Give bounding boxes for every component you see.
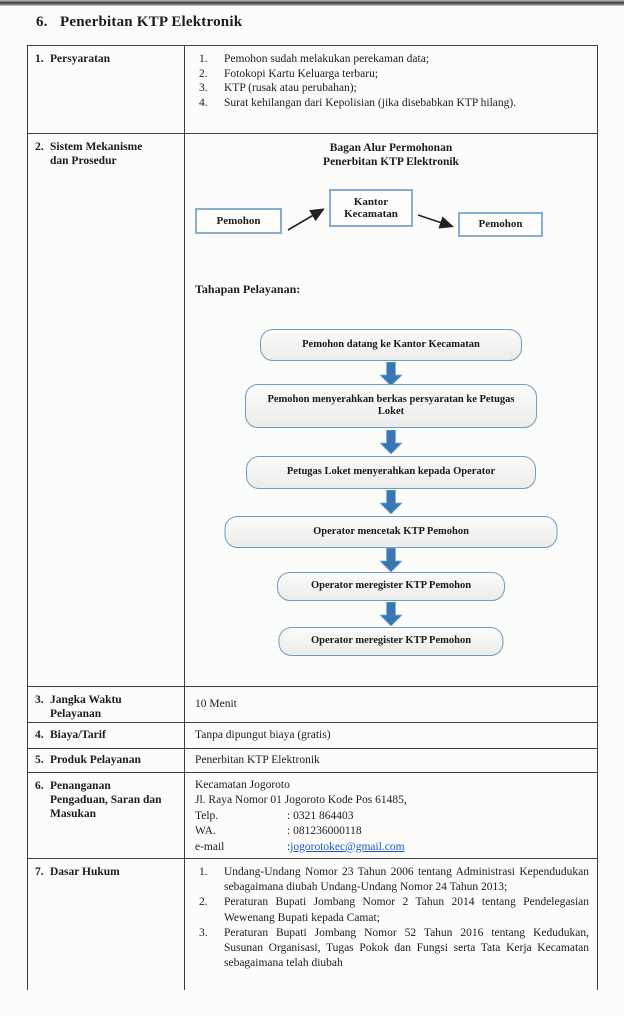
legal-item: 3. Peraturan Bupati Jombang Nomor 52 Tahun 2016 tentang Kedudukan, Susunan Organisasi, Tugas Pokok dan Fungsi serta Tata Kerja Kecamatan sebagaimana telah diubah — [199, 926, 589, 970]
row-number: 2. — [35, 141, 44, 153]
row-value-persyaratan — [185, 46, 597, 133]
flow-node-kantor-kecamatan: Kantor Kecamatan — [329, 189, 413, 227]
list-item: 2. Fotokopi Kartu Keluarga terbaru; — [199, 67, 379, 80]
row-label-prosedur — [28, 134, 185, 686]
row-label-text: Jangka Waktu Pelayanan — [50, 694, 122, 720]
table-row-produk — [28, 749, 597, 773]
step-box-5: Operator meregister KTP Pemohon — [277, 572, 505, 601]
section-number: 6. — [36, 14, 48, 30]
table-row-biaya — [28, 723, 597, 749]
step-box-4: Operator mencetak KTP Pemohon — [225, 516, 558, 548]
contact-phone: Telp. : 0321 864403 — [195, 809, 354, 822]
row-number: 7. — [35, 866, 44, 878]
flowchart-title-line1: Bagan Alur Permohonan — [329, 142, 453, 154]
page-title — [36, 14, 242, 31]
down-arrow-icon — [380, 548, 402, 572]
down-arrow-icon — [380, 430, 402, 454]
step-box-2: Pemohon menyerahkan berkas persyaratan ke Petugas Loket — [245, 384, 537, 428]
down-arrow-icon — [380, 490, 402, 514]
down-arrow-icon — [380, 602, 402, 626]
flowchart-title-line2: Penerbitan KTP Elektronik — [323, 156, 459, 168]
service-standard-table — [27, 45, 598, 990]
table-row-persyaratan — [28, 46, 597, 134]
office-address: Jl. Raya Nomor 01 Jogoroto Kode Pos 61485, — [195, 794, 407, 807]
row-label-produk — [28, 749, 185, 772]
row-value-jangka-waktu: 10 Menit — [195, 698, 237, 711]
contact-email-row: e-mail : jogorotokec@gmail.com — [195, 840, 589, 855]
row-label-text: Produk Pelayanan — [50, 754, 141, 766]
office-name: Kecamatan Jogoroto — [195, 779, 290, 791]
section-title-text: Penerbitan KTP Elektronik — [60, 14, 243, 30]
arrow-kantor-to-pemohon — [418, 215, 451, 226]
legal-item: 2. Peraturan Bupati Jombang Nomor 2 Tahun 2014 tentang Pendelegasian Wewenang Bupati kepada Camat; — [199, 896, 589, 924]
row-label-biaya — [28, 723, 185, 748]
legal-item: 1. Undang-Undang Nomor 23 Tahun 2006 tentang Administrasi Kependudukan sebagaimana diubah Undang-Undang Nomor 24 Tahun 2013; — [199, 866, 589, 894]
row-label-text: Penanganan Pengaduan, Saran dan Masukan — [50, 780, 162, 820]
table-row-pengaduan — [28, 773, 597, 859]
row-value-produk: Penerbitan KTP Elektronik — [195, 754, 320, 767]
step-box-6: Operator meregister KTP Pemohon — [279, 627, 504, 656]
row-label-pengaduan — [28, 773, 185, 858]
email-link[interactable]: jogorotokec@gmail.com — [290, 840, 405, 853]
row-number: 4. — [35, 729, 44, 741]
row-number: 5. — [35, 754, 44, 766]
list-item: 1. Pemohon sudah melakukan perekaman data; — [199, 53, 430, 65]
flow-node-pemohon-end: Pemohon — [458, 212, 543, 237]
row-value-biaya: Tanpa dipungut biaya (gratis) — [195, 729, 331, 742]
table-row-jangka-waktu — [28, 687, 597, 723]
steps-heading: Tahapan Pelayanan: — [195, 282, 301, 296]
contact-whatsapp: WA. : 081236000118 — [195, 825, 362, 838]
step-box-1: Pemohon datang ke Kantor Kecamatan — [260, 329, 522, 361]
list-item: 4. Surat kehilangan dari Kepolisian (jika disebabkan KTP hilang). — [199, 96, 517, 109]
row-label-dasar-hukum — [28, 859, 185, 990]
flowchart-cell — [185, 134, 597, 686]
list-item: 3. KTP (rusak atau perubahan); — [199, 82, 357, 95]
arrow-pemohon-to-kantor — [288, 210, 322, 230]
row-value-dasar-hukum — [185, 859, 597, 990]
down-arrow-icon — [380, 362, 402, 386]
row-label-text: Biaya/Tarif — [50, 729, 106, 741]
row-label-text: Persyaratan — [50, 53, 111, 65]
row-number: 1. — [35, 53, 44, 65]
row-label-persyaratan — [28, 46, 185, 133]
row-label-text: Sistem Mekanisme dan Prosedur — [50, 141, 143, 167]
row-label-jangka-waktu — [28, 687, 185, 722]
row-number: 6. — [35, 780, 44, 792]
scan-edge-top — [0, 0, 624, 6]
flow-node-pemohon-start: Pemohon — [195, 208, 282, 234]
table-row-dasar-hukum — [28, 859, 597, 990]
row-label-text: Dasar Hukum — [50, 866, 120, 878]
row-value-pengaduan — [185, 773, 597, 858]
row-number: 3. — [35, 694, 44, 706]
step-box-3: Petugas Loket menyerahkan kepada Operator — [246, 456, 536, 489]
table-row-prosedur — [28, 134, 597, 687]
flow-connector-arrows — [185, 134, 597, 274]
